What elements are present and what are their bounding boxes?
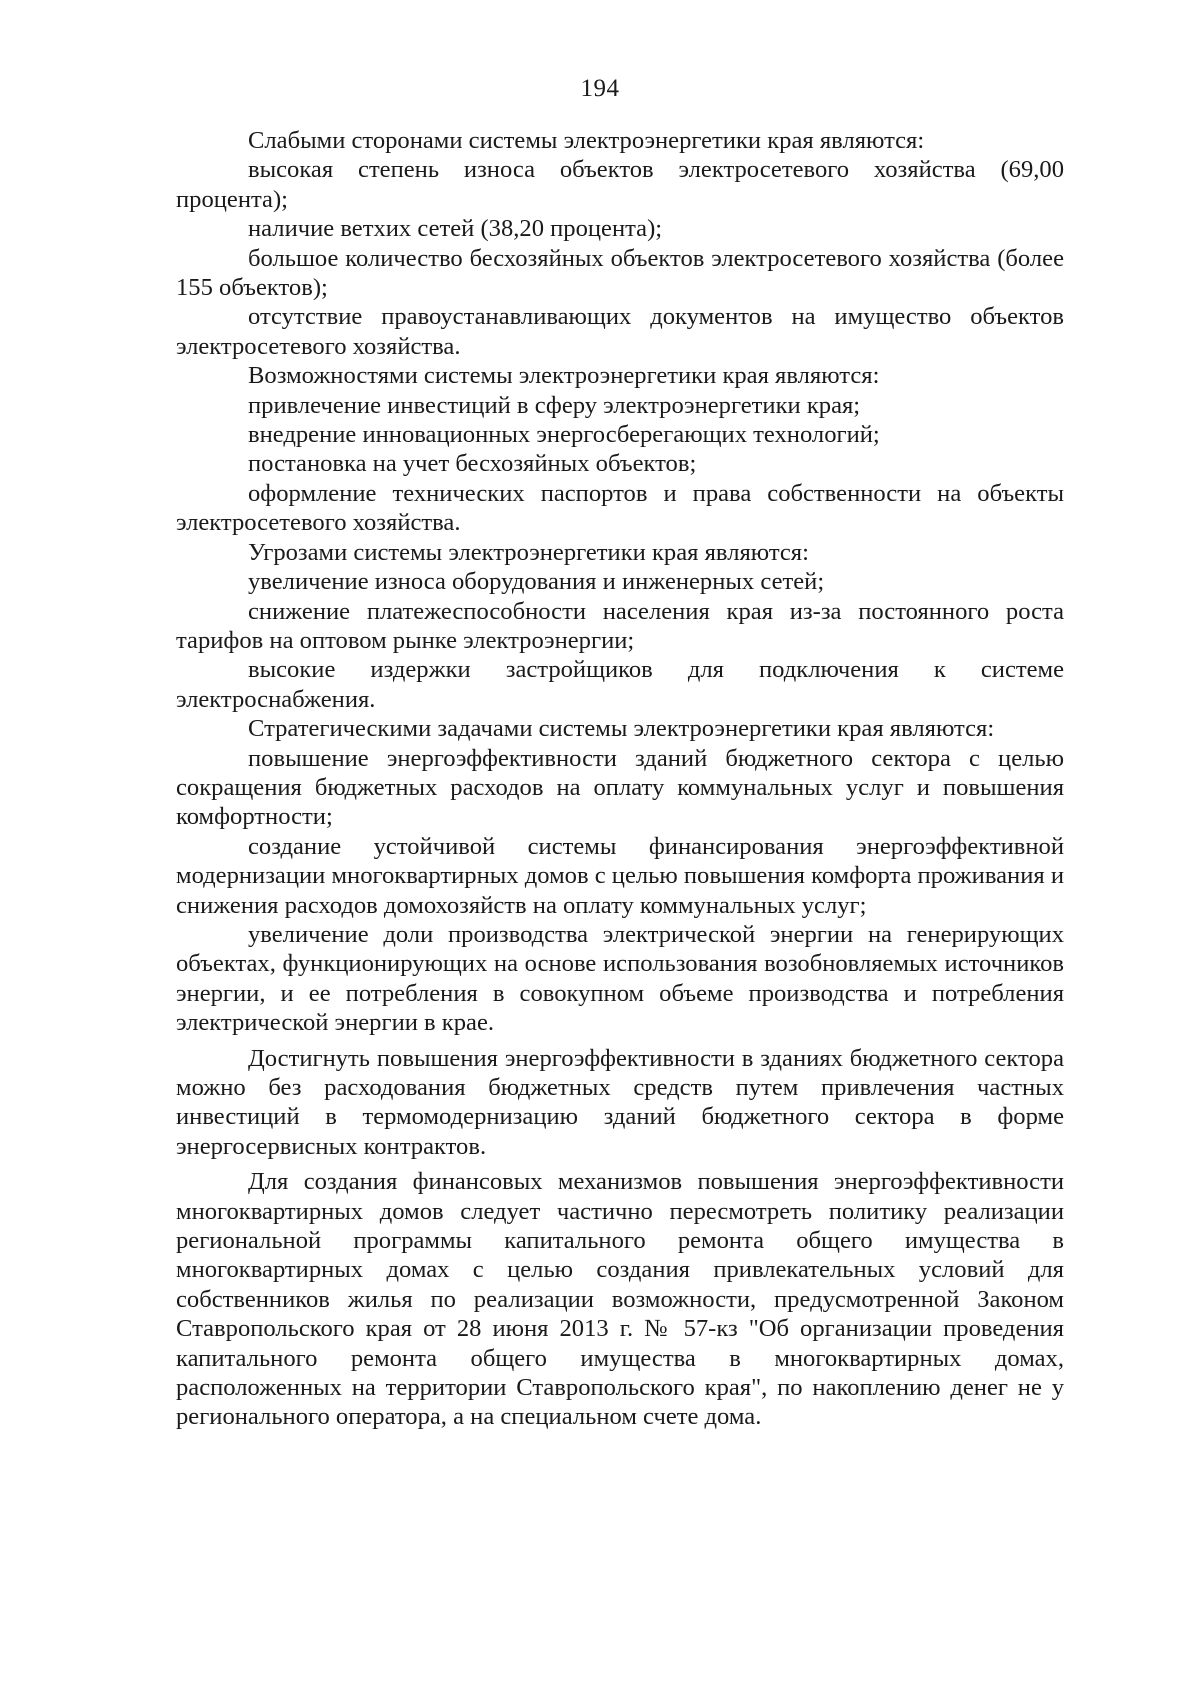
paragraph-opportunities-heading: Возможностями системы электроэнергетики края являются: — [248, 362, 880, 390]
paragraph-task-3: увеличение доли производства электрической энергии на генерирующих объектах, функционирующих на основе использования возобновляемых источников энергии, и ее потребления в совокупном объеме производства и потребления электрической энергии в крае. — [176, 920, 1064, 1037]
paragraph-weakness-3: большое количество бесхозяйных объектов электросетевого хозяйства (более 155 объектов); — [176, 244, 1064, 302]
paragraph-opportunity-4: оформление технических паспортов и права собственности на объекты электросетевого хозяйства. — [176, 479, 1064, 537]
paragraph-opportunity-3: постановка на учет бесхозяйных объектов; — [248, 450, 697, 478]
paragraph-weaknesses-heading: Слабыми сторонами системы электроэнергетики края являются: — [248, 127, 925, 154]
paragraph-budget-sector: Достигнуть повышения энергоэффективности в зданиях бюджетного сектора можно без расходования бюджетных средств путем привлечения частных инвестиций в термомодернизацию зданий бюджетного сектора в форме энергосервисных контрактов. — [176, 1044, 1064, 1160]
paragraph-weakness-4: отсутствие правоустанавливающих документов на имущество объектов электросетевого хозяйства. — [176, 303, 1064, 360]
paragraph-financial-mechanisms: Для создания финансовых механизмов повышения энергоэффективности многоквартирных домов следует частично пересмотреть политику реализации региональной программы капитального ремонта общего имущества в многоквартирных домах с целью создания привлекательных условий для собственников жилья по реализации возможности, предусмотренной Законом Ставропольского края от 28 июня 2013 г. № 57-кз "Об организации проведения капитального ремонта общего имущества в многоквартирных домах, расположенных на территории Ставропольского края", по накоплению денег не у регионального оператора, а на специальном счете дома. — [176, 1168, 1064, 1431]
body-text — [176, 126, 1064, 1432]
paragraph-threat-3: высокие издержки застройщиков для подключения к системе электроснабжения. — [176, 656, 1064, 713]
paragraph-tasks-heading: Стратегическими задачами системы электроэнергетики края являются: — [248, 715, 995, 743]
page-number: 194 — [580, 75, 620, 102]
paragraph-opportunity-1: привлечение инвестиций в сферу электроэнергетики края; — [248, 391, 861, 419]
paragraph-weakness-1: высокая степень износа объектов электросетевого хозяйства (69,00 процента); — [176, 156, 1064, 213]
paragraph-threats-heading: Угрозами системы электроэнергетики края являются: — [248, 538, 809, 566]
paragraph-task-2: создание устойчивой системы финансирования энергоэффективной модернизации многоквартирных домов с целью повышения комфорта проживания и снижения расходов домохозяйств на оплату коммунальных услуг; — [176, 832, 1064, 919]
paragraph-weakness-2: наличие ветхих сетей (38,20 процента); — [248, 215, 663, 243]
paragraph-task-1: повышение энергоэффективности зданий бюджетного сектора с целью сокращения бюджетных расходов на оплату коммунальных услуг и повышения комфортности; — [176, 744, 1064, 831]
paragraph-threat-1: увеличение износа оборудования и инженерных сетей; — [248, 568, 825, 596]
paragraph-opportunity-2: внедрение инновационных энергосберегающих технологий; — [248, 421, 880, 449]
paragraph-threat-2: снижение платежеспособности населения края из-за постоянного роста тарифов на оптовом рынке электроэнергии; — [176, 597, 1064, 654]
